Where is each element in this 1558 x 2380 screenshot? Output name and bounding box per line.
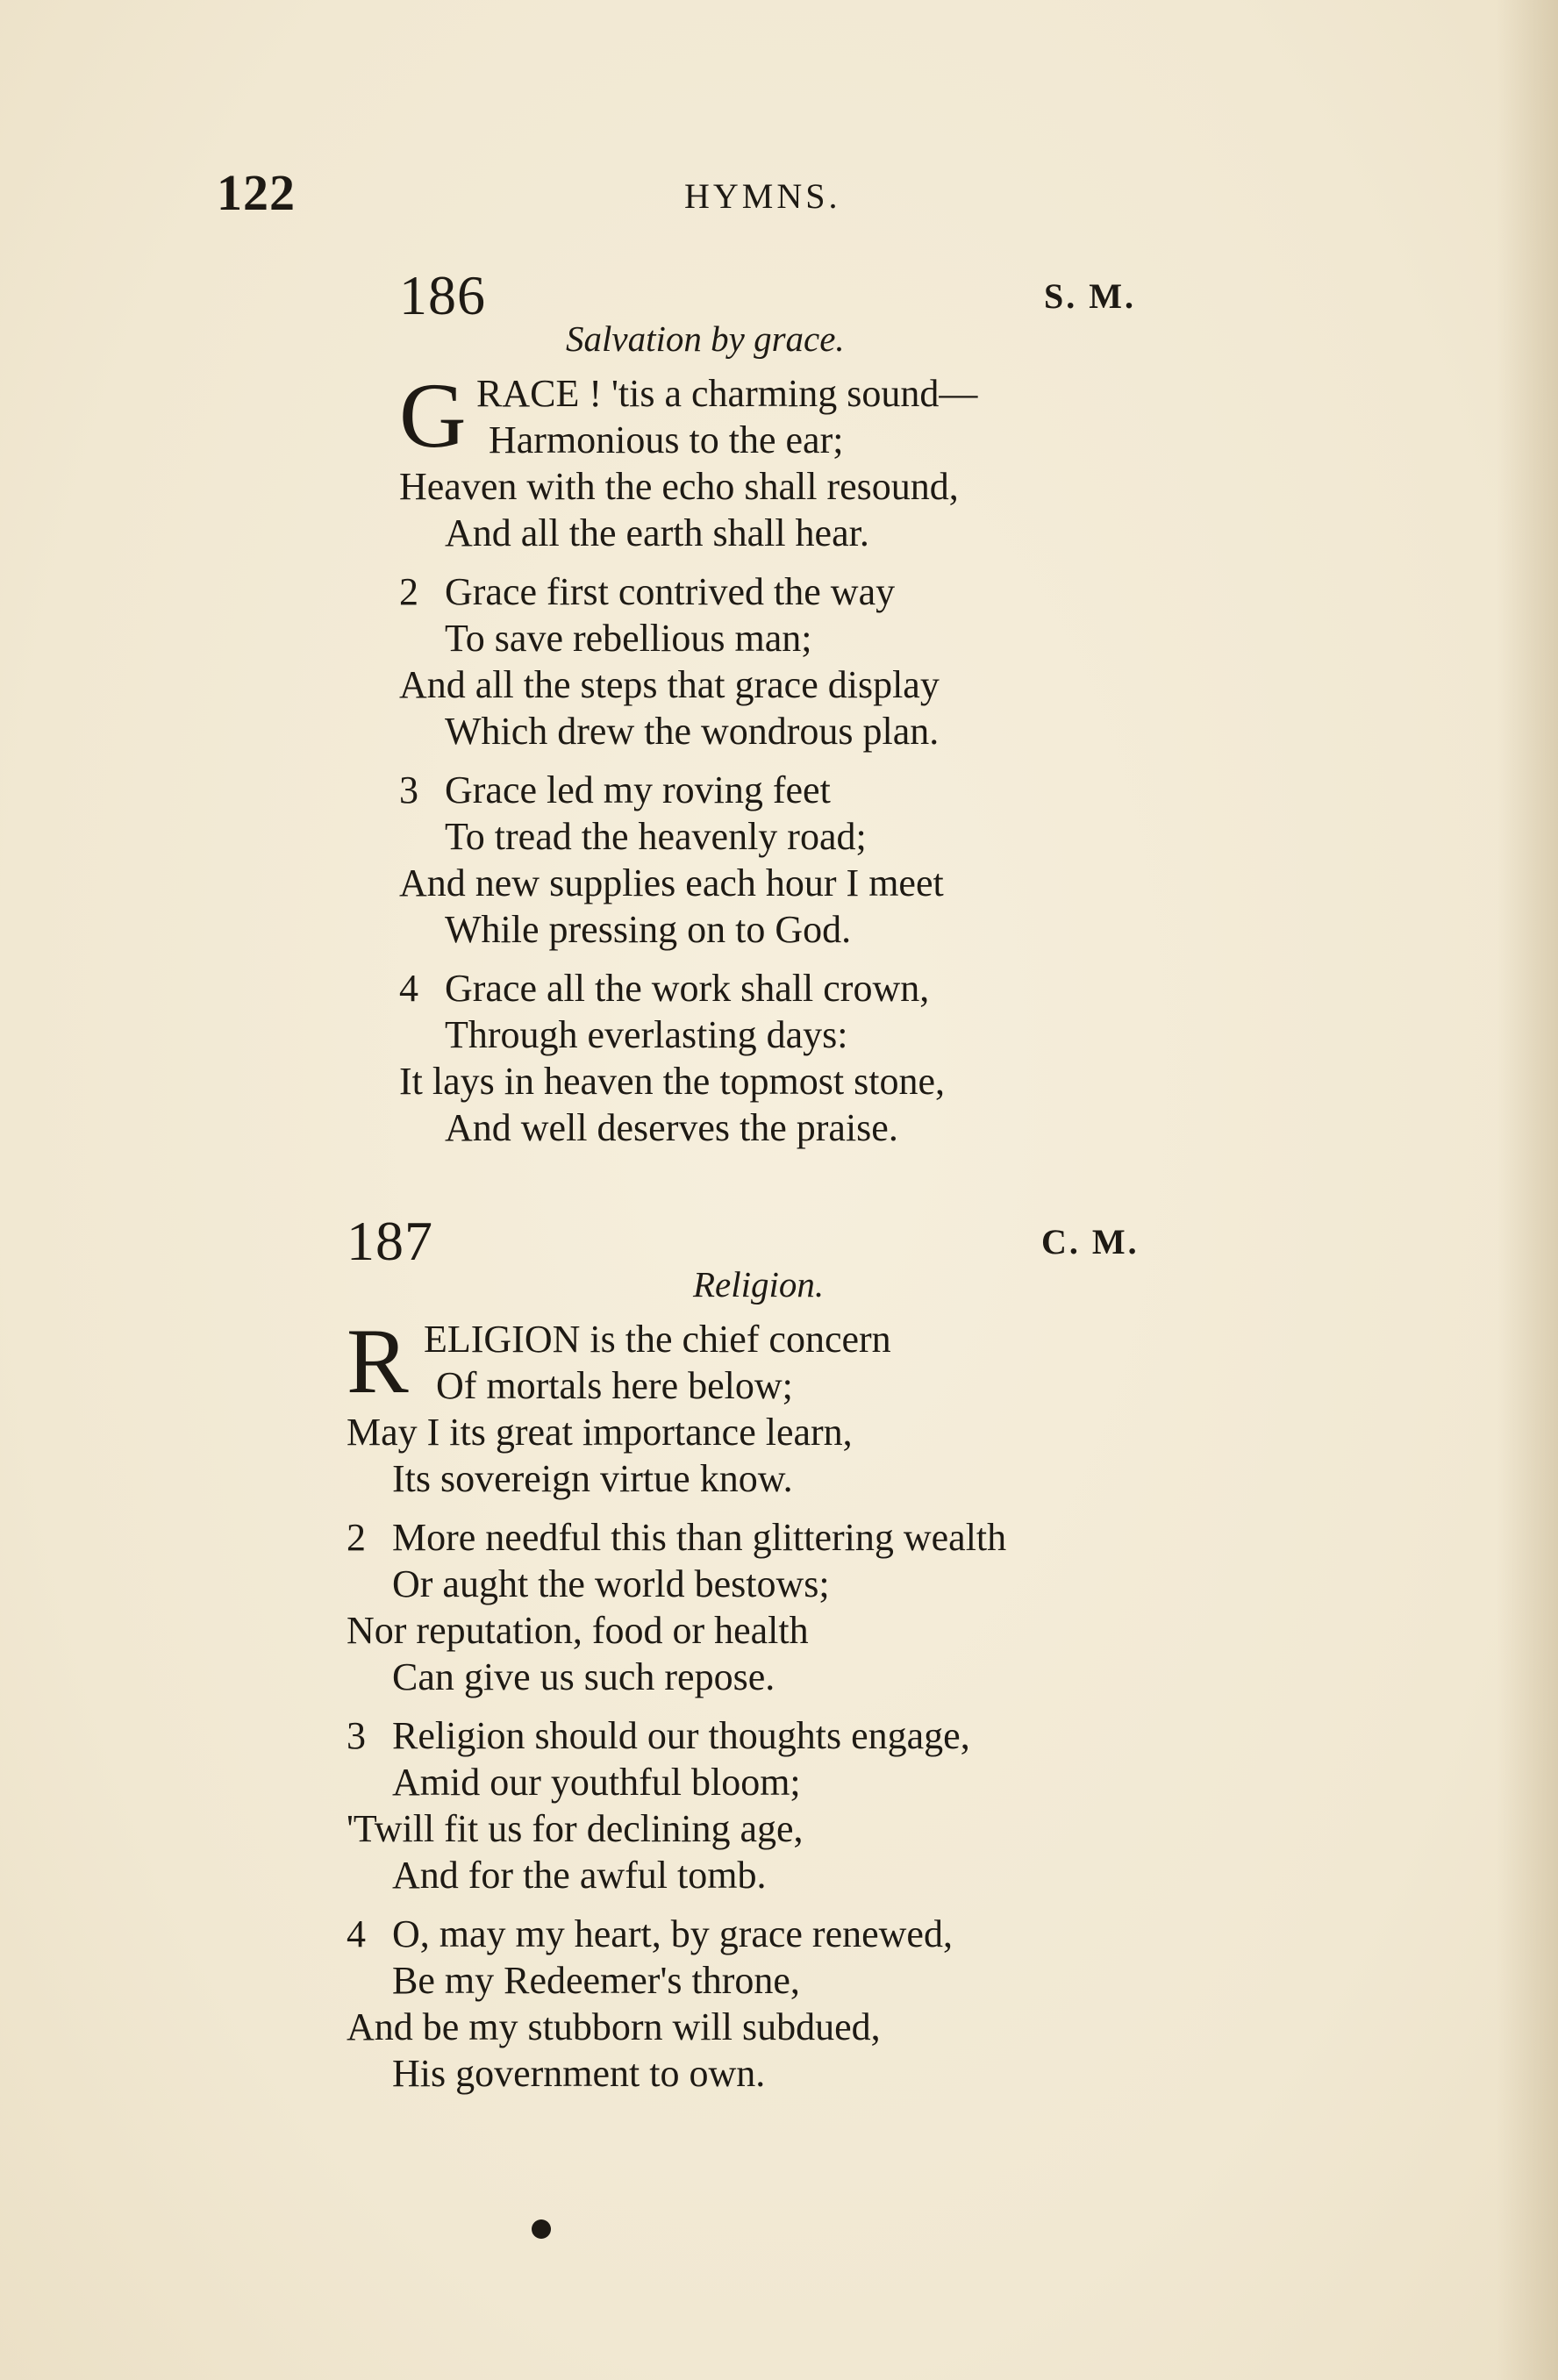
verse-line: Which drew the wondrous plan. xyxy=(445,710,940,753)
verse-line: Grace first contrived the way xyxy=(445,570,896,613)
verse-line: Of mortals here below; xyxy=(436,1364,793,1407)
verse-line: Be my Redeemer's throne, xyxy=(392,1959,800,2002)
verse-line: May I its great importance learn, xyxy=(347,1411,853,1454)
verse-line: Its sovereign virtue know. xyxy=(392,1457,793,1500)
verse-line: Nor reputation, food or health xyxy=(347,1609,809,1652)
page-edge-shadow xyxy=(1497,0,1558,2380)
verse-4 xyxy=(399,965,945,1151)
verse-line: To tread the heavenly road; xyxy=(445,815,867,858)
verse-line: And well deserves the praise. xyxy=(445,1106,898,1149)
verse-line: And for the awful tomb. xyxy=(392,1854,767,1897)
verse-4 xyxy=(347,1911,953,2097)
verse-line: Grace all the work shall crown, xyxy=(445,967,930,1010)
verse-line: His government to own. xyxy=(392,2052,766,2095)
verse-number: 3 xyxy=(347,1714,366,1757)
hymn-subtitle: Salvation by grace. xyxy=(566,318,845,359)
hymn-meter: S. M. xyxy=(1044,276,1136,316)
verse-line: Religion should our thoughts engage, xyxy=(392,1714,970,1757)
hymn-187 xyxy=(347,1209,1224,2121)
verse-line: Or aught the world bestows; xyxy=(392,1562,830,1605)
verse-line: ELIGION is the chief concern xyxy=(424,1318,891,1361)
running-head: HYMNS. xyxy=(684,176,841,216)
verse-line: RACE ! 'tis a charming sound— xyxy=(476,372,978,415)
verse-1 xyxy=(399,364,978,556)
drop-cap-letter: G xyxy=(399,364,467,467)
verse-line: Heaven with the echo shall resound, xyxy=(399,465,959,508)
verse-line: And be my stubborn will subdued, xyxy=(347,2005,881,2048)
hymn-number: 187 xyxy=(347,1210,433,1272)
verse-number: 3 xyxy=(399,768,418,811)
verse-line: More needful this than glittering wealth xyxy=(392,1516,1007,1559)
verse-line: While pressing on to God. xyxy=(445,908,852,951)
verse-line: Harmonious to the ear; xyxy=(489,418,844,461)
verse-number: 2 xyxy=(347,1516,366,1559)
verse-2 xyxy=(347,1514,1006,1700)
verse-line: It lays in heaven the topmost stone, xyxy=(399,1060,945,1103)
verse-line: 'Twill fit us for declining age, xyxy=(347,1807,804,1850)
verse-line: And new supplies each hour I meet xyxy=(399,861,944,904)
verse-3 xyxy=(347,1712,970,1898)
hymn-number: 186 xyxy=(399,264,486,326)
hymn-meter: C. M. xyxy=(1041,1222,1140,1261)
verse-line: Through everlasting days: xyxy=(445,1013,848,1056)
page-number: 122 xyxy=(217,164,296,221)
verse-line: O, may my heart, by grace renewed, xyxy=(392,1912,953,1955)
printer-mark-dot xyxy=(532,2219,551,2239)
verse-line: Can give us such repose. xyxy=(392,1655,775,1698)
verse-number: 2 xyxy=(399,570,418,613)
verse-3 xyxy=(399,767,944,953)
hymn-subtitle: Religion. xyxy=(693,1264,825,1304)
verse-line: Amid our youthful bloom; xyxy=(392,1761,801,1804)
hymn-186 xyxy=(399,263,1189,1158)
verse-number: 4 xyxy=(347,1912,366,1955)
verse-1 xyxy=(347,1310,891,1502)
verse-line: And all the steps that grace display xyxy=(399,663,940,706)
verse-line: And all the earth shall hear. xyxy=(445,511,869,554)
verse-line: Grace led my roving feet xyxy=(445,768,831,811)
verse-line: To save rebellious man; xyxy=(445,617,812,660)
drop-cap-letter: R xyxy=(347,1310,409,1412)
verse-number: 4 xyxy=(399,967,418,1010)
verse-2 xyxy=(399,568,940,754)
